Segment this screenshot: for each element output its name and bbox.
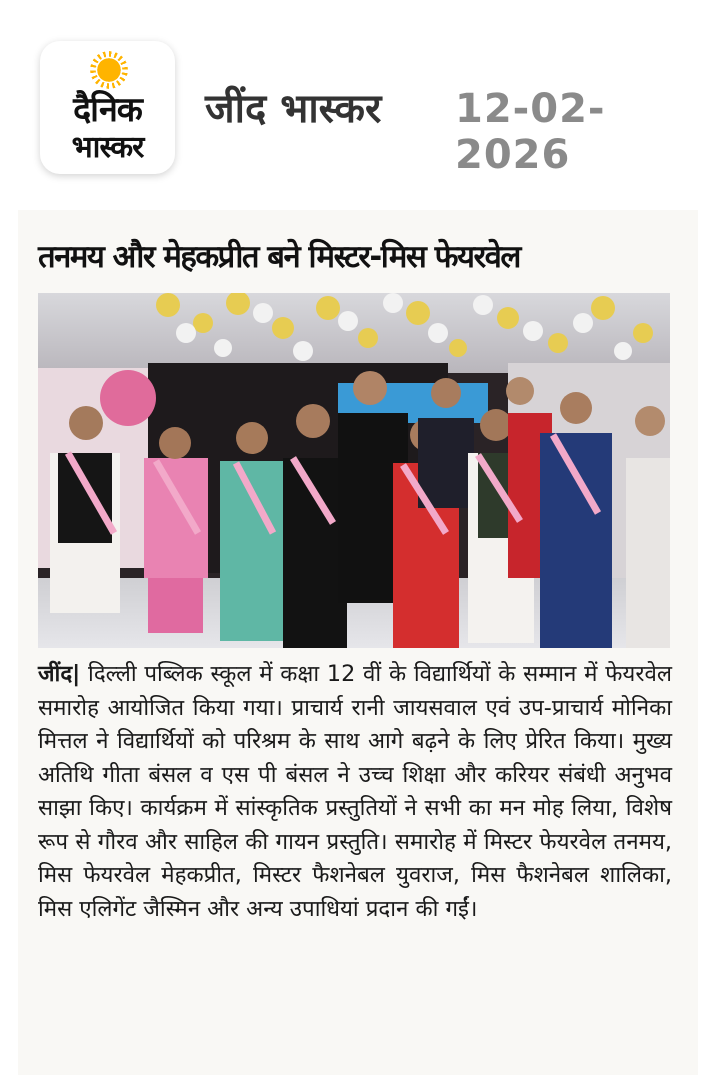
edition-date: 12-02-2026	[455, 86, 606, 178]
article-body	[38, 658, 672, 926]
group-photo	[38, 293, 670, 648]
article-headline: तनमय और मेहकप्रीत बने मिस्टर-मिस फेयरवेल	[38, 239, 520, 275]
edition-title: जींद भास्कर	[205, 86, 382, 132]
app-header	[0, 0, 712, 200]
sun-icon	[94, 55, 124, 85]
logo-line-2: भास्कर	[71, 130, 144, 165]
dainik-bhaskar-logo[interactable]	[40, 41, 175, 174]
article-dateline: जींद|	[38, 661, 81, 687]
logo-line-1: दैनिक	[73, 90, 142, 130]
article-body-text: दिल्ली पब्लिक स्कूल में कक्षा 12 वीं के विद्यार्थियों के सम्मान में फेयरवेल समारोह आयोजित किया गया। प्राचार्य रानी जायसवाल एवं उप-प्राचार्य मोनिका मित्तल ने विद्यार्थियों को परिश्रम के साथ आगे बढ़ने के लिए प्रेरित किया। मुख्य अतिथि गीता बंसल व एस पी बंसल ने उच्च शिक्षा और करियर संबंधी अनुभव साझा किए। कार्यक्रम में सांस्कृतिक प्रस्तुतियों ने सभी का मन मोह लिया, विशेष रूप से गौरव और साहिल की गायन प्रस्तुति। समारोह में मिस्टर फेयरवेल तनमय, मिस फेयरवेल मेहकप्रीत, मिस्टर फैशनेबल युवराज, मिस फैशनेबल शालिका, मिस एलिगेंट जैस्मिन और अन्य उपाधियां प्रदान की गईं।	[38, 661, 672, 922]
